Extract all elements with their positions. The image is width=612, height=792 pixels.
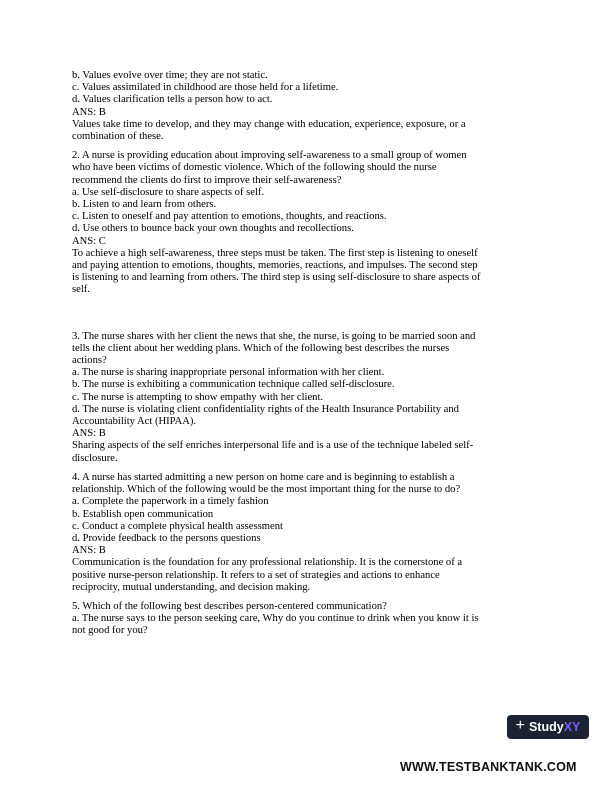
rationale-line: and paying attention to emotions, thoughts, memories, reactions, and impulses. The second step bbox=[72, 260, 478, 272]
option-b: b. Listen to and learn from others. bbox=[72, 199, 217, 211]
question-stem: tells the client about her wedding plans. Which of the following best describes the nurses bbox=[72, 342, 450, 354]
rationale-line: Values take time to develop, and they may change with education, experience, exposure, or a bbox=[72, 118, 466, 130]
question-stem: who have been victims of domestic violence. Which of the following should the nurse bbox=[72, 162, 437, 174]
rationale-line: positive nurse-person relationship. It refers to a set of strategies and actions to enhance bbox=[72, 569, 440, 581]
rationale-line: is listening to and learning from others. The third step is using self-disclosure to share aspects of bbox=[72, 272, 481, 284]
plus-icon: + bbox=[515, 717, 525, 734]
text-line: d. Values clarification tells a person how to act. bbox=[72, 94, 273, 106]
option-d: d. Provide feedback to the persons questions bbox=[72, 532, 261, 544]
option-d: d. The nurse is violating client confidentiality rights of the Health Insurance Portability and bbox=[72, 403, 459, 415]
answer-line: ANS: C bbox=[72, 235, 106, 247]
question-1-tail bbox=[72, 70, 542, 143]
question-3 bbox=[72, 331, 542, 465]
rationale-line: Communication is the foundation for any professional relationship. It is the cornerstone of a bbox=[72, 557, 463, 569]
studyxy-badge[interactable] bbox=[507, 715, 589, 739]
option-d: d. Use others to bounce back your own thoughts and recollections. bbox=[72, 223, 354, 235]
question-stem: 4. A nurse has started admitting a new person on home care and is beginning to establish a bbox=[72, 471, 455, 483]
option-a: a. The nurse is sharing inappropriate personal information with her client. bbox=[72, 367, 385, 379]
document-page bbox=[72, 70, 542, 638]
rationale-line: Sharing aspects of the self enriches interpersonal life and is a use of the technique labeled self- bbox=[72, 440, 474, 452]
rationale-line: disclosure. bbox=[72, 452, 118, 464]
option-d: Accountability Act (HIPAA). bbox=[72, 416, 197, 428]
rationale-line: combination of these. bbox=[72, 131, 164, 143]
rationale-line: To achieve a high self-awareness, three steps must be taken. The first step is listening to oneself bbox=[72, 247, 478, 259]
question-5 bbox=[72, 601, 542, 638]
option-b: b. Establish open communication bbox=[72, 508, 214, 520]
option-c: c. The nurse is attempting to show empathy with her client. bbox=[72, 391, 324, 403]
option-a: not good for you? bbox=[72, 625, 148, 637]
rationale-line: reciprocity, mutual understanding, and decision making. bbox=[72, 581, 311, 593]
question-stem: 2. A nurse is providing education about improving self-awareness to a small group of women bbox=[72, 150, 467, 162]
option-a: a. Use self-disclosure to share aspects of self. bbox=[72, 186, 265, 198]
text-line: b. Values evolve over time; they are not static. bbox=[72, 70, 268, 81]
answer-line: ANS: B bbox=[72, 545, 106, 557]
question-stem: 5. Which of the following best describes person-centered communication? bbox=[72, 600, 387, 612]
question-stem: recommend the clients do first to improve their self-awareness? bbox=[72, 174, 342, 186]
option-a: a. Complete the paperwork in a timely fashion bbox=[72, 496, 269, 508]
option-a: a. The nurse says to the person seeking care, Why do you continue to drink when you know it is bbox=[72, 613, 479, 625]
footer-site-link[interactable]: WWW.TESTBANKTANK.COM bbox=[400, 760, 577, 774]
question-4 bbox=[72, 472, 542, 594]
answer-line: ANS: B bbox=[72, 428, 106, 440]
rationale-line: self. bbox=[72, 284, 90, 296]
studyxy-logo-text: StudyXY bbox=[528, 720, 581, 734]
question-stem: 3. The nurse shares with her client the news that she, the nurse, is going to be married soon and bbox=[72, 330, 476, 342]
question-2 bbox=[72, 150, 542, 296]
option-c: c. Listen to oneself and pay attention to emotions, thoughts, and reactions. bbox=[72, 211, 387, 223]
answer-line: ANS: B bbox=[72, 106, 106, 118]
question-stem: relationship. Which of the following would be the most important thing for the nurse to do? bbox=[72, 484, 461, 496]
option-c: c. Conduct a complete physical health assessment bbox=[72, 520, 283, 532]
option-b: b. The nurse is exhibiting a communication technique called self-disclosure. bbox=[72, 379, 395, 391]
question-stem: actions? bbox=[72, 355, 107, 367]
text-line: c. Values assimilated in childhood are those held for a lifetime. bbox=[72, 82, 339, 94]
